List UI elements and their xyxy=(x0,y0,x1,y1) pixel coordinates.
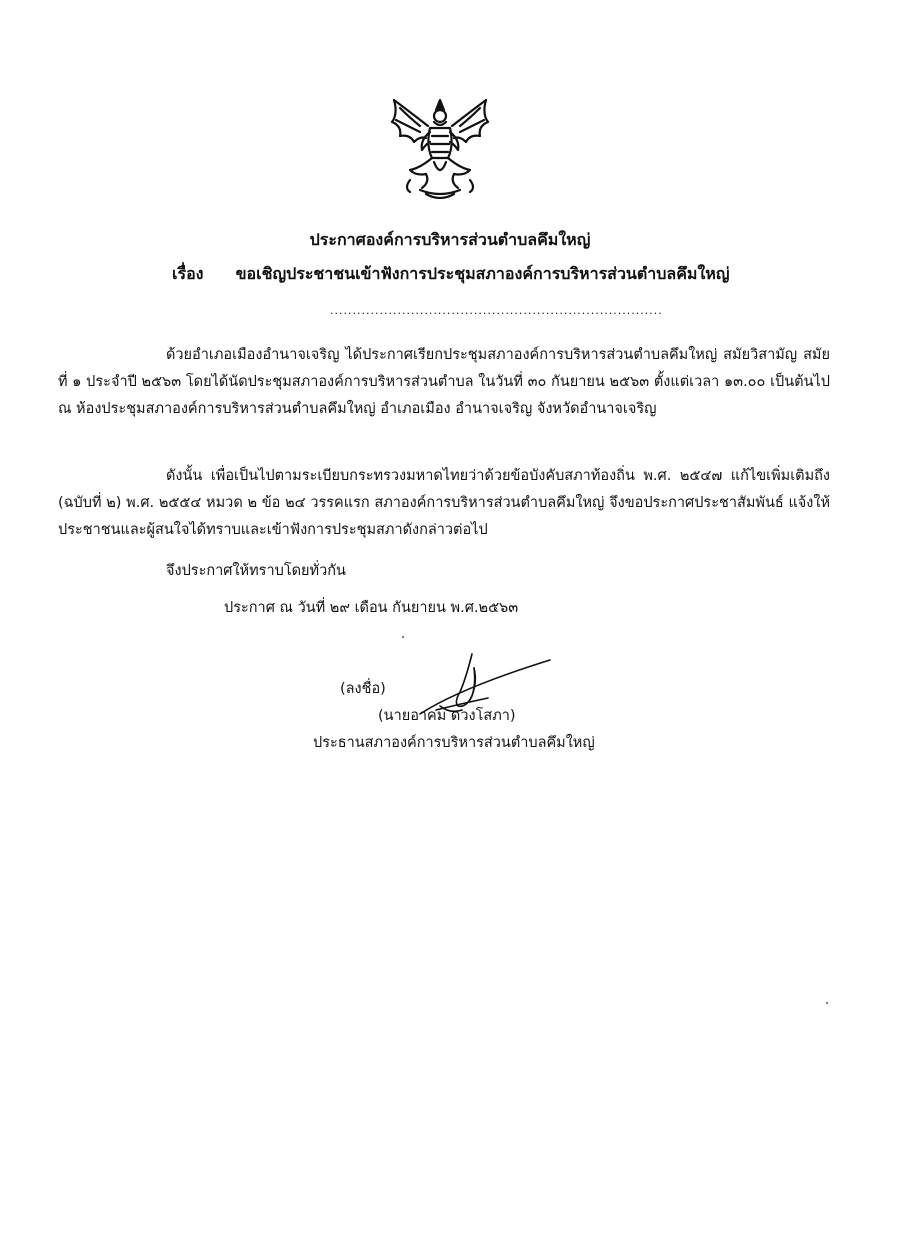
signer-position: ประธานสภาองค์การบริหารส่วนตำบลคึมใหญ่ xyxy=(313,735,595,751)
subject-line xyxy=(172,262,729,287)
garuda-emblem-icon xyxy=(380,92,500,202)
subject-text: ขอเชิญประชาชนเข้าฟังการประชุมสภาองค์การบริหารส่วนตำบลคึมใหญ่ xyxy=(235,264,730,283)
closing-statement: จึงประกาศให้ทราบโดยทั่วกัน xyxy=(166,563,346,579)
paragraph-2-text: ดังนั้น เพื่อเป็นไปตามระเบียบกระทรวงมหาดไทยว่าด้วยข้อบังคับสภาท้องถิ่น พ.ศ. ๒๕๔๗ แก้ไขเพิ่มเติมถึง (ฉบับที่ ๒) พ.ศ. ๒๕๕๔ หมวด ๒ ข้อ ๒๔ วรรคแรก สภาองค์การบริหารส่วนตำบลคึมใหญ่ จึงขอประกาศประชาสัมพันธ์ แจ้งให้ประชาชนและผู้สนใจได้ทราบและเข้าฟังการประชุมสภาดังกล่าวต่อไป xyxy=(58,468,830,538)
signer-name: (นายอาคม ดวงโสภา) xyxy=(378,708,516,724)
separator-line: .......................................................................... xyxy=(330,304,663,317)
announcement-date: ประกาศ ณ วันที่ ๒๙ เดือน กันยายน พ.ศ.๒๕๖๓ xyxy=(224,600,519,616)
page-title: ประกาศองค์การบริหารส่วนตำบลคึมใหญ่ xyxy=(309,230,591,249)
scan-speck xyxy=(826,1002,828,1004)
sign-label: (ลงชื่อ) xyxy=(340,681,386,697)
paragraph-2 xyxy=(58,463,830,544)
subject-label: เรื่อง xyxy=(172,264,204,283)
scan-speck xyxy=(402,636,404,638)
paragraph-1 xyxy=(58,342,830,423)
paragraph-1-text: ด้วยอำเภอเมืองอำนาจเจริญ ได้ประกาศเรียกประชุมสภาองค์การบริหารส่วนตำบลคึมใหญ่ สมัยวิสามัญ สมัยที่ ๑ ประจำปี ๒๕๖๓ โดยได้นัดประชุมสภาองค์การบริหารส่วนตำบล ในวันที่ ๓๐ กันยายน ๒๕๖๓ ตั้งแต่เวลา ๑๓.๐๐ เป็นต้นไป ณ ห้องประชุมสภาองค์การบริหารส่วนตำบลคึมใหญ่ อำเภอเมือง อำนาจเจริญ จังหวัดอำนาจเจริญ xyxy=(58,347,830,417)
